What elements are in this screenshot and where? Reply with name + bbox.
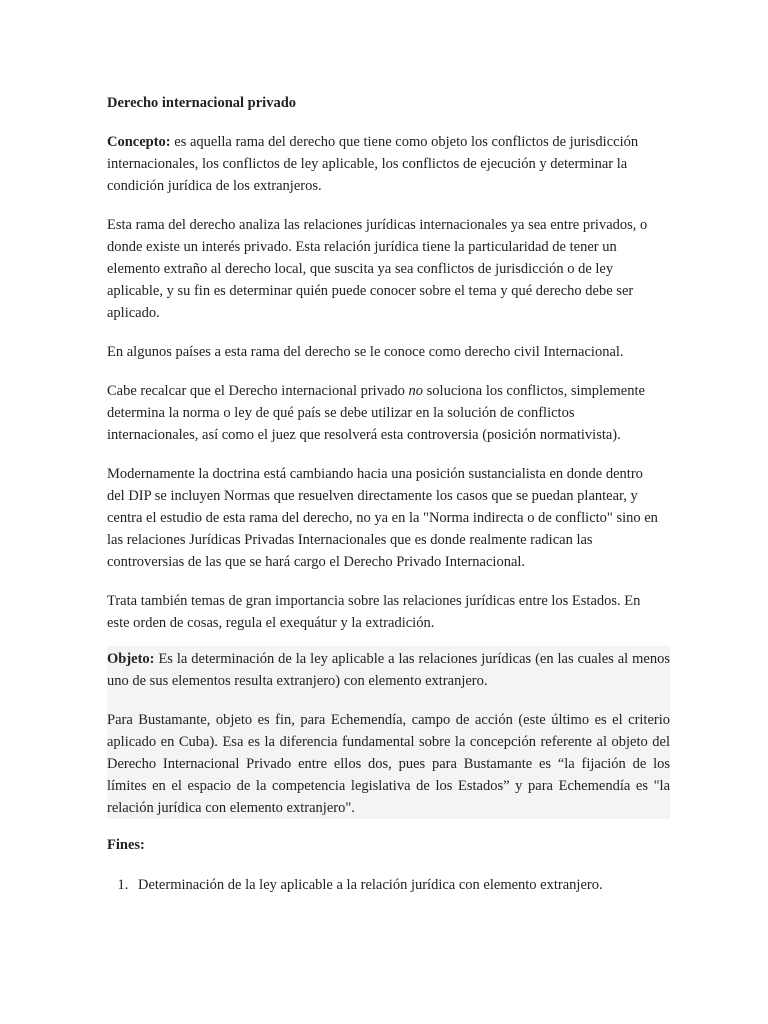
objeto-paragraph xyxy=(107,648,670,692)
paragraph-derecho-civil: En algunos países a esta rama del derecho se le conoce como derecho civil Internacional. xyxy=(107,344,624,360)
document-title: Derecho internacional privado xyxy=(107,95,297,111)
objeto-label: Objeto: xyxy=(107,651,155,667)
p4-after: soluciona los conflictos, simplemente determina la norma o ley de qué país se debe utilizar en la solución de conflictos internacionales, así como el juez que resolverá esta controversia (posición normativista). xyxy=(107,383,645,443)
fines-list xyxy=(107,874,662,896)
concepto-text: es aquella rama del derecho que tiene como objeto los conflictos de jurisdicción internacionales, los conflictos de ley aplicable, los conflictos de ejecución y determinar la condición jurídica de los extranjeros. xyxy=(107,134,639,194)
fines-list-item: 1. Determinación de la ley aplicable a la relación jurídica con elemento extranjero. xyxy=(132,874,662,896)
objeto-text: Es la determinación de la ley aplicable a las relaciones jurídicas (en las cuales al menos uno de sus elementos resulta extranjero) con elemento extranjero. xyxy=(107,651,670,689)
paragraph-relaciones: Esta rama del derecho analiza las relaciones jurídicas internacionales ya sea entre privados, o donde existe un interés privado. Esta relación jurídica tiene la particularidad de tener un elemento extraño al derecho local, que suscita ya sea conflictos de jurisdicción o de ley aplicable, y su fin es determinar quién puede conocer sobre el tema y qué derecho debe ser aplicado. xyxy=(107,217,648,321)
paragraph-doctrina: Modernamente la doctrina está cambiando hacia una posición sustancialista en donde dentro del DIP se incluyen Normas que resuelven directamente los casos que se puedan plantear, y centra el estudio de esta rama del derecho, no ya en la "Norma indirecta o de conflicto" sino en las relaciones Jurídicas Privadas Internacionales que es donde realmente radican las controversias de las que se hará cargo el Derecho Privado Internacional. xyxy=(107,466,658,570)
concepto-paragraph xyxy=(107,131,662,197)
p4-before: Cabe recalcar que el Derecho internacional privado xyxy=(107,383,409,399)
concepto-label: Concepto: xyxy=(107,134,171,150)
fines-heading: Fines: xyxy=(107,837,145,853)
objeto-section xyxy=(107,646,670,819)
paragraph-cabe-recalcar xyxy=(107,380,662,446)
p4-emphasis: no xyxy=(408,383,424,399)
paragraph-temas: Trata también temas de gran importancia sobre las relaciones jurídicas entre los Estados. En este orden de cosas, regula el exequátur y la extradición. xyxy=(107,593,641,631)
paragraph-bustamante: Para Bustamante, objeto es fin, para Echemendía, campo de acción (este último es el criterio aplicado en Cuba). Esa es la diferencia fundamental sobre la concepción referente al objeto del Derecho Internacional Privado entre ellos dos, pues para Bustamante es “la fijación de los límites en el espacio de la competencia legislativa de los Estados” y para Echemendía es "la relación jurídica con elemento extranjero". xyxy=(107,712,670,816)
